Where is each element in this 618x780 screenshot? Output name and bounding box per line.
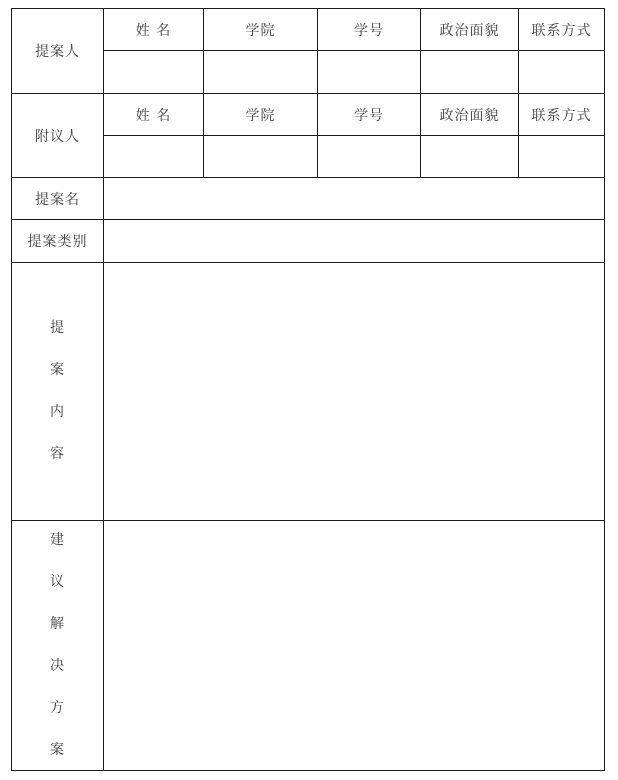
proposer-political-status-input[interactable] (421, 51, 518, 93)
suggested-solution-label-char: 议 (50, 574, 64, 590)
cosigner-col-political-status: 政治面貌 (439, 107, 500, 124)
suggested-solution-label-char: 案 (50, 742, 64, 758)
suggested-solution-label-char: 建 (50, 532, 64, 548)
col-border (604, 8, 605, 771)
cosigner-name-input[interactable] (104, 136, 203, 177)
suggested-solution-label-char: 方 (50, 700, 64, 716)
proposer-col-contact: 联系方式 (531, 22, 592, 39)
cosigner-student-id-input[interactable] (318, 136, 420, 177)
proposal-name-input[interactable] (104, 178, 604, 219)
proposer-name-input[interactable] (104, 51, 203, 93)
proposer-contact-input[interactable] (519, 51, 604, 93)
proposer-col-political-status: 政治面貌 (439, 22, 500, 39)
suggested-solution-label-char: 解 (50, 616, 64, 632)
proposal-content-label (11, 307, 103, 475)
proposer-label: 提案人 (35, 44, 80, 60)
proposal-content-label-char: 容 (50, 446, 64, 462)
proposer-col-college: 学院 (245, 22, 276, 39)
suggested-solution-input[interactable] (104, 521, 604, 770)
cosigner-col-college: 学院 (245, 107, 276, 124)
suggested-solution-label-char: 决 (50, 658, 64, 674)
proposal-content-input[interactable] (104, 263, 604, 520)
proposal-content-label-char: 内 (50, 404, 64, 420)
proposal-category-input[interactable] (104, 220, 604, 262)
proposer-col-name: 姓 名 (135, 22, 172, 39)
proposer-college-input[interactable] (204, 51, 317, 93)
cosigner-political-status-input[interactable] (421, 136, 518, 177)
cosigner-college-input[interactable] (204, 136, 317, 177)
suggested-solution-label (11, 519, 103, 771)
cosigner-col-student-id: 学号 (354, 107, 384, 124)
proposal-category-label: 提案类别 (27, 234, 88, 250)
cosigner-col-contact: 联系方式 (531, 107, 592, 124)
cosigner-col-name: 姓 名 (135, 107, 172, 124)
proposal-name-label: 提案名 (35, 191, 80, 208)
proposer-col-student-id: 学号 (354, 22, 384, 39)
proposal-content-label-char: 案 (50, 362, 64, 378)
cosigner-contact-input[interactable] (519, 136, 604, 177)
cosigner-label: 附议人 (35, 128, 80, 145)
proposer-student-id-input[interactable] (318, 51, 420, 93)
proposal-content-label-char: 提 (50, 320, 64, 336)
